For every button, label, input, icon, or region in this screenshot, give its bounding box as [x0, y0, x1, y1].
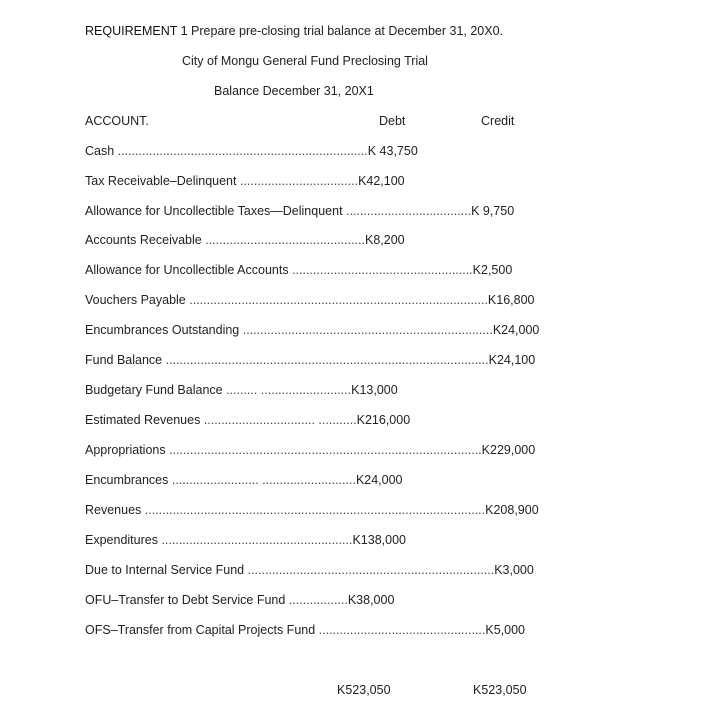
- leader-dots: .................: [288, 593, 348, 607]
- account-name: Allowance for Uncollectible Accounts: [85, 263, 289, 277]
- debit-amount: K42,100: [358, 174, 405, 188]
- leader-dots: .......................................................: [161, 533, 353, 547]
- leader-dots: ................................ ...........: [203, 413, 357, 427]
- credit-amount: K5,000: [485, 623, 525, 637]
- table-row: [85, 622, 525, 638]
- debit-amount: K 43,750: [367, 144, 418, 158]
- leader-dots: ..................................: [239, 174, 359, 188]
- debit-amount: K24,000: [355, 473, 403, 487]
- credit-amount: K24,000: [492, 323, 540, 337]
- table-row: [85, 322, 539, 338]
- requirement-heading: [85, 23, 503, 39]
- table-row: [85, 442, 535, 458]
- account-name: Due to Internal Service Fund: [85, 563, 245, 577]
- account-name: Cash: [85, 144, 115, 158]
- account-column-header: ACCOUNT.: [85, 114, 149, 128]
- credit-amount: K208,900: [485, 503, 539, 517]
- leader-dots: ................................................: [318, 623, 486, 637]
- leader-dots: .......................................................................: [247, 563, 495, 577]
- table-row: [85, 532, 406, 548]
- leader-dots: ..............................................: [205, 233, 365, 247]
- account-name: OFU–Transfer to Debt Service Fund: [85, 593, 286, 607]
- account-name: Estimated Revenues: [85, 413, 201, 427]
- leader-dots: ..........................................................................................: [169, 443, 482, 457]
- table-row: [85, 592, 394, 608]
- requirement-text: Prepare pre-closing trial balance at December 31, 20X0.: [187, 24, 504, 38]
- credit-total: K523,050: [473, 683, 527, 697]
- leader-dots: ......................................................................................: [189, 293, 488, 307]
- account-name: Encumbrances: [85, 473, 169, 487]
- account-name: Accounts Receivable: [85, 233, 202, 247]
- credit-amount: K16,800: [487, 293, 535, 307]
- table-row: [85, 472, 403, 488]
- debit-amount: K216,000: [356, 413, 411, 427]
- account-name: Allowance for Uncollectible Taxes—Delinquent: [85, 204, 343, 218]
- debit-amount: K138,000: [352, 533, 406, 547]
- account-name: Revenues: [85, 503, 142, 517]
- account-name: Appropriations: [85, 443, 166, 457]
- credit-column-header: Credit: [481, 114, 515, 128]
- account-name: Encumbrances Outstanding: [85, 323, 240, 337]
- credit-amount: K24,100: [488, 353, 536, 367]
- account-name: Budgetary Fund Balance: [85, 383, 223, 397]
- leader-dots: ......... ..........................: [226, 383, 352, 397]
- table-row: [85, 232, 405, 248]
- requirement-label: REQUIREMENT 1: [85, 24, 188, 38]
- account-name: Tax Receivable–Delinquent: [85, 174, 237, 188]
- table-row: [85, 292, 535, 308]
- table-row: [85, 262, 512, 278]
- table-row: [85, 412, 410, 428]
- debit-total: K523,050: [337, 683, 391, 697]
- table-row: [85, 562, 534, 578]
- debit-amount: K13,000: [351, 383, 398, 397]
- account-name: Expenditures: [85, 533, 158, 547]
- debit-amount: K38,000: [347, 593, 395, 607]
- statement-title-line2: Balance December 31, 20X1: [214, 84, 374, 98]
- table-row: [85, 502, 539, 518]
- account-name: Vouchers Payable: [85, 293, 186, 307]
- table-row: [85, 203, 514, 219]
- leader-dots: ....................................: [346, 204, 472, 218]
- leader-dots: ......................... ...........................: [171, 473, 356, 487]
- leader-dots: ....................................................: [292, 263, 473, 277]
- account-name: OFS–Transfer from Capital Projects Fund: [85, 623, 316, 637]
- table-row: [85, 143, 418, 159]
- table-row: [85, 382, 398, 398]
- credit-amount: K3,000: [494, 563, 534, 577]
- debit-column-header: Debt: [379, 114, 406, 128]
- debit-amount: K8,200: [364, 233, 405, 247]
- credit-amount: K229,000: [481, 443, 536, 457]
- leader-dots: ..................................................................................................: [144, 503, 486, 517]
- credit-amount: K 9,750: [471, 204, 515, 218]
- account-name: Fund Balance: [85, 353, 163, 367]
- leader-dots: ........................................................................: [242, 323, 493, 337]
- table-row: [85, 352, 535, 368]
- credit-amount: K2,500: [472, 263, 513, 277]
- leader-dots: .............................................................................................: [165, 353, 489, 367]
- table-row: [85, 173, 405, 189]
- leader-dots: ........................................................................: [117, 144, 368, 158]
- statement-title-line1: City of Mongu General Fund Preclosing Trial: [182, 54, 428, 68]
